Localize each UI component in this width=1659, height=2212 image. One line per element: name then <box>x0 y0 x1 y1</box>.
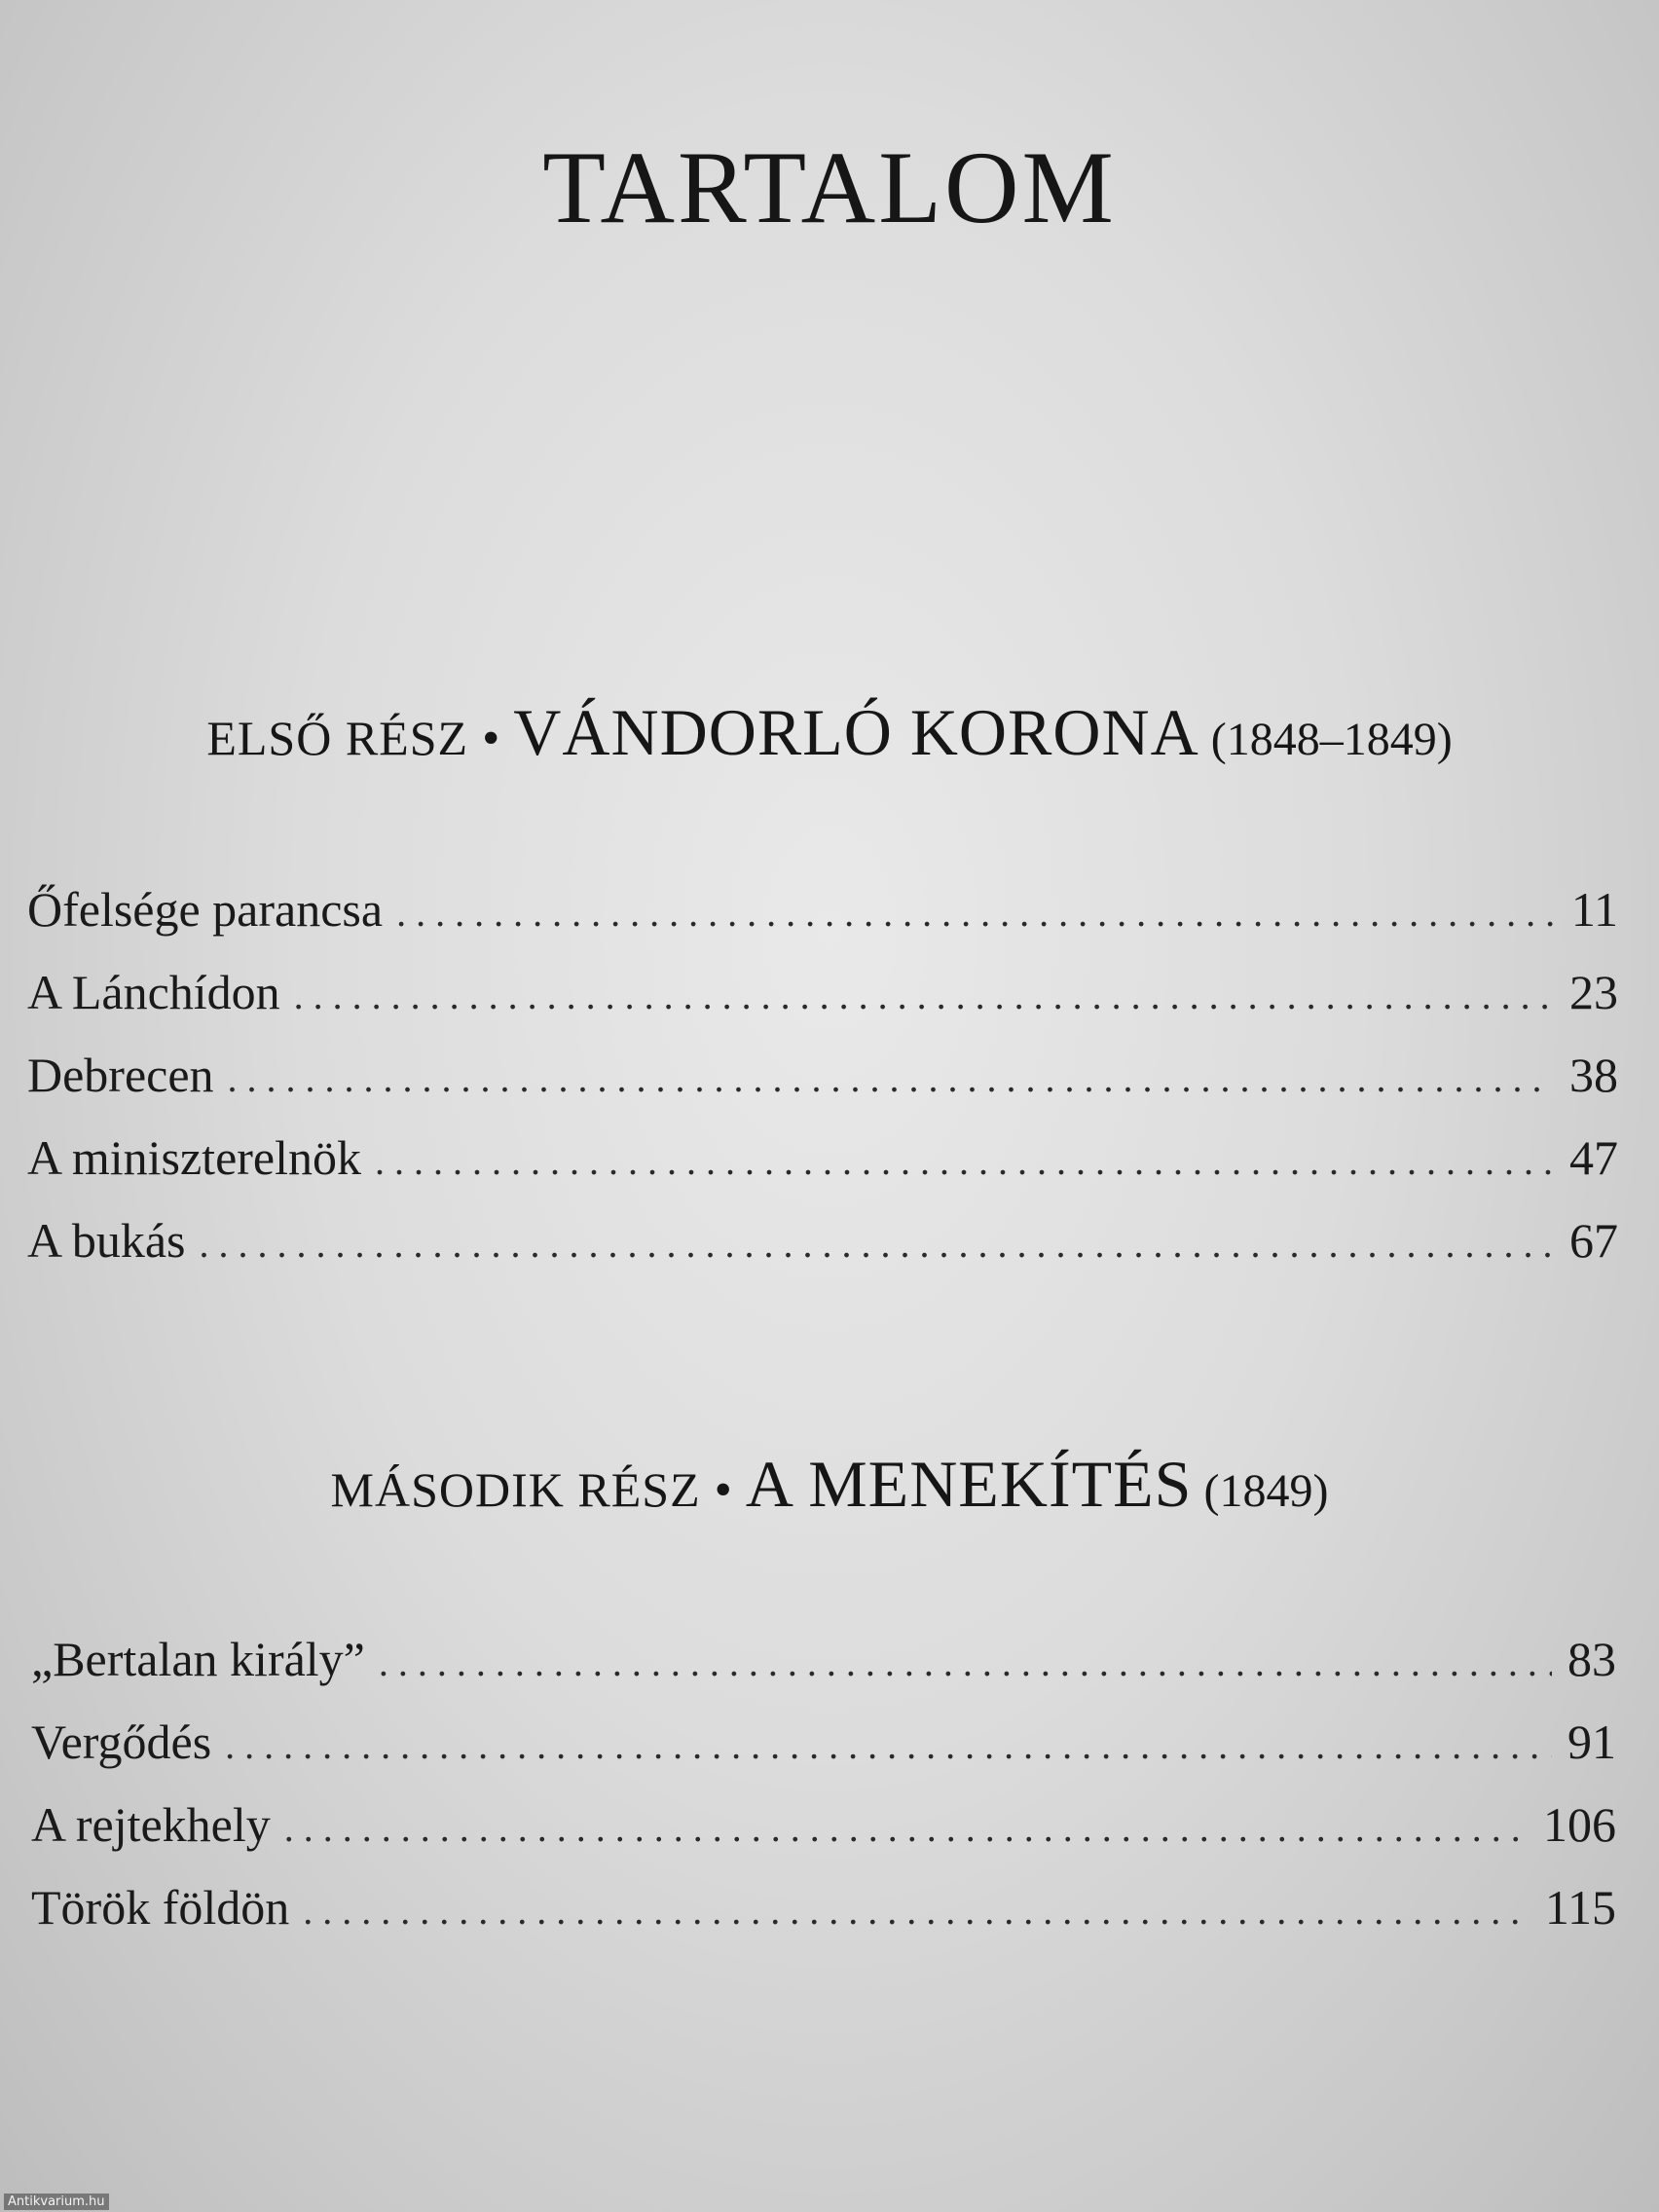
toc-entry[interactable] <box>31 1784 1616 1866</box>
dot-leader <box>294 954 1554 1037</box>
toc-list-part-1 <box>27 868 1618 1282</box>
toc-entry-title: Őfelsége parancsa <box>27 882 384 937</box>
part-heading-1 <box>0 695 1659 769</box>
part-label: ELSŐ RÉSZ <box>206 711 469 765</box>
toc-entry-title: A Lánchídon <box>27 965 280 1019</box>
toc-list-part-2 <box>31 1618 1616 1949</box>
toc-entry-page: 23 <box>1569 965 1618 1019</box>
part-name: A MENEKÍTÉS <box>745 1447 1193 1521</box>
toc-entry-title: A miniszterelnök <box>27 1130 361 1185</box>
toc-entry-title: „Bertalan király” <box>31 1632 365 1686</box>
dot-leader <box>284 1787 1528 1869</box>
dot-leader <box>225 1704 1552 1787</box>
toc-entry[interactable] <box>27 951 1618 1034</box>
toc-entry-page: 83 <box>1567 1632 1616 1686</box>
dot-leader <box>228 1037 1554 1120</box>
part-separator: • <box>482 711 500 766</box>
dot-leader <box>379 1621 1552 1704</box>
toc-entry[interactable] <box>27 1034 1618 1117</box>
dot-leader <box>375 1120 1554 1202</box>
part-heading-2 <box>0 1447 1659 1521</box>
toc-entry[interactable] <box>31 1701 1616 1784</box>
toc-entry-page: 67 <box>1569 1213 1618 1268</box>
toc-entry-title: A bukás <box>27 1213 186 1268</box>
toc-entry-page: 91 <box>1567 1714 1616 1769</box>
part-years: (1849) <box>1203 1465 1329 1517</box>
toc-entry[interactable] <box>27 1117 1618 1199</box>
toc-entry-page: 47 <box>1569 1130 1618 1185</box>
page-title: TARTALOM <box>542 130 1117 244</box>
toc-entry-page: 38 <box>1569 1048 1618 1102</box>
toc-entry-page: 115 <box>1544 1880 1616 1935</box>
watermark-text: Antikvarium.hu <box>4 2194 109 2210</box>
toc-entry-title: Török földön <box>31 1880 290 1935</box>
toc-entry[interactable] <box>31 1866 1616 1949</box>
dot-leader <box>396 871 1556 954</box>
dot-leader <box>303 1869 1530 1952</box>
toc-entry-page: 11 <box>1570 882 1618 937</box>
part-years: (1848–1849) <box>1210 714 1453 765</box>
toc-entry[interactable] <box>31 1618 1616 1701</box>
toc-entry[interactable] <box>27 1199 1618 1282</box>
part-name: VÁNDORLÓ KORONA <box>513 695 1199 769</box>
toc-entry[interactable] <box>27 868 1618 951</box>
toc-entry-page: 106 <box>1543 1797 1616 1852</box>
part-separator: • <box>714 1462 732 1518</box>
toc-entry-title: A rejtekhely <box>31 1797 271 1852</box>
part-label: MÁSODIK RÉSZ <box>330 1462 701 1517</box>
dot-leader <box>200 1202 1555 1285</box>
toc-entry-title: Debrecen <box>27 1048 214 1102</box>
toc-entry-title: Vergődés <box>31 1714 212 1769</box>
